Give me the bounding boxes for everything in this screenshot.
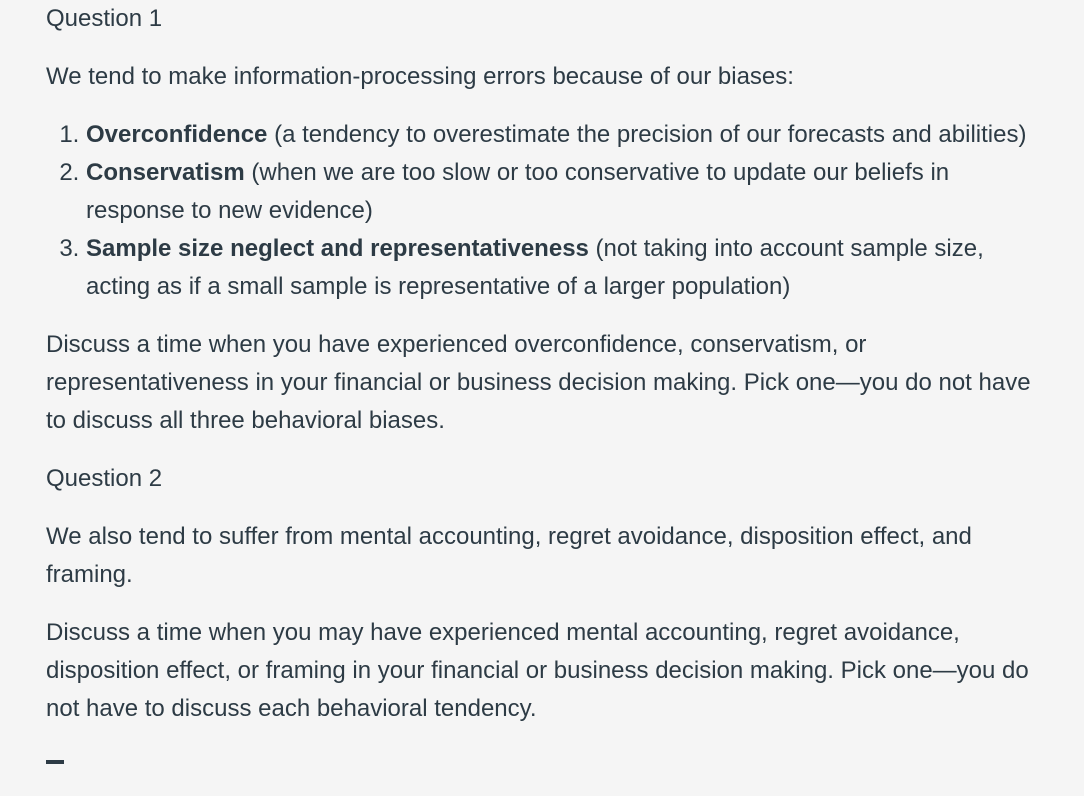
question-2-intro: We also tend to suffer from mental accounting, regret avoidance, disposition effect, and framing. xyxy=(46,523,972,588)
question-1-heading: Question 1 xyxy=(46,5,163,32)
bias-list xyxy=(46,116,1044,306)
bias-description: (not taking into account sample size, acting as if a small sample is representative of a larger population) xyxy=(86,235,984,300)
question-2-prompt: Discuss a time when you may have experienced mental accounting, regret avoidance, disposition effect, or framing in your financial or business decision making. Pick one—you do not have to discuss each behavioral tendency. xyxy=(46,619,1029,722)
cut-off-glyph xyxy=(46,760,64,764)
bias-description: (when we are too slow or too conservative to update our beliefs in response to new evidence) xyxy=(86,159,950,224)
bias-term: Conservatism xyxy=(86,159,245,186)
cut-off-text-line xyxy=(46,748,1044,768)
bias-term: Overconfidence xyxy=(86,121,268,148)
bias-item-representativeness xyxy=(86,230,1044,306)
bias-item-overconfidence xyxy=(86,116,1044,154)
bias-term: Sample size neglect and representativeness xyxy=(86,235,589,262)
question-2-heading: Question 2 xyxy=(46,465,163,492)
bias-description: (a tendency to overestimate the precision of our forecasts and abilities) xyxy=(267,121,1027,148)
question-1-prompt: Discuss a time when you have experienced overconfidence, conservatism, or representativeness in your financial or business decision making. Pick one—you do not have to discuss all three behavioral biases. xyxy=(46,331,1031,434)
bias-item-conservatism xyxy=(86,154,1044,230)
question-1-intro: We tend to make information-processing errors because of our biases: xyxy=(46,63,794,90)
